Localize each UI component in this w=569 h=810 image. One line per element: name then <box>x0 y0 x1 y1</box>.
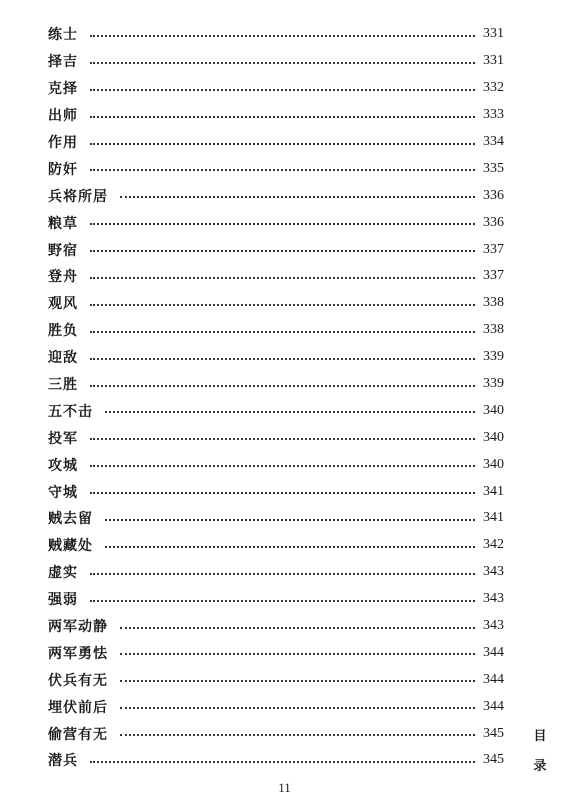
toc-entry-title: 出师 <box>48 108 78 125</box>
toc-entry-title: 迎敌 <box>48 350 78 367</box>
toc-entry-title: 贼去留 <box>48 511 93 528</box>
toc-dot-leader <box>90 304 475 306</box>
toc-dot-leader <box>90 492 475 494</box>
toc-entry-page: 335 <box>483 160 504 176</box>
toc-entry-page: 340 <box>483 402 504 418</box>
toc-entry[interactable] <box>48 48 504 75</box>
toc-entry-title: 偷营有无 <box>48 726 108 743</box>
toc-entry[interactable] <box>48 371 504 398</box>
toc-entry-title: 防奸 <box>48 161 78 178</box>
side-label-char: 目 <box>533 729 547 744</box>
toc-entry-title: 野宿 <box>48 242 78 259</box>
toc-dot-leader <box>120 627 475 629</box>
toc-dot-leader <box>90 62 475 64</box>
toc-dot-leader <box>105 546 475 548</box>
toc-dot-leader <box>105 519 475 521</box>
toc-entry[interactable] <box>48 236 504 263</box>
toc-entry[interactable] <box>48 129 504 156</box>
toc-entry[interactable] <box>48 666 504 693</box>
toc-entry-title: 胜负 <box>48 323 78 340</box>
toc-dot-leader <box>90 223 475 225</box>
toc-entry-page: 336 <box>483 187 504 203</box>
toc-entry[interactable] <box>48 693 504 720</box>
toc-entry[interactable] <box>48 317 504 344</box>
toc-entry-page: 342 <box>483 537 504 553</box>
toc-entry[interactable] <box>48 209 504 236</box>
toc-entry-page: 344 <box>483 644 504 660</box>
toc-entry[interactable] <box>48 747 504 774</box>
table-of-contents <box>48 21 504 774</box>
toc-dot-leader <box>90 761 475 763</box>
toc-dot-leader <box>90 143 475 145</box>
toc-dot-leader <box>90 116 475 118</box>
toc-entry-title: 粮草 <box>48 215 78 232</box>
toc-entry-page: 333 <box>483 107 504 123</box>
toc-entry[interactable] <box>48 263 504 290</box>
toc-dot-leader <box>90 358 475 360</box>
toc-dot-leader <box>120 734 475 736</box>
toc-entry-page: 338 <box>483 295 504 311</box>
toc-entry[interactable] <box>48 21 504 48</box>
toc-dot-leader <box>90 438 475 440</box>
toc-entry-title: 攻城 <box>48 457 78 474</box>
toc-entry[interactable] <box>48 505 504 532</box>
toc-entry-title: 埋伏前后 <box>48 699 108 716</box>
toc-entry[interactable] <box>48 102 504 129</box>
toc-entry-title: 五不击 <box>48 403 93 420</box>
toc-entry-page: 334 <box>483 134 504 149</box>
toc-entry[interactable] <box>48 182 504 209</box>
toc-entry-page: 336 <box>483 214 504 230</box>
toc-dot-leader <box>90 331 475 333</box>
toc-entry-page: 345 <box>483 752 504 768</box>
toc-entry-title: 择吉 <box>48 54 78 71</box>
toc-entry-page: 341 <box>483 483 504 499</box>
toc-entry-title: 虚实 <box>48 565 78 582</box>
toc-dot-leader <box>120 707 475 709</box>
toc-dot-leader <box>90 89 475 91</box>
toc-entry-title: 作用 <box>48 135 78 151</box>
toc-entry[interactable] <box>48 75 504 102</box>
toc-entry-title: 贼藏处 <box>48 538 93 555</box>
toc-entry[interactable] <box>48 290 504 317</box>
toc-entry[interactable] <box>48 478 504 505</box>
toc-entry-page: 337 <box>483 268 504 284</box>
toc-dot-leader <box>90 277 475 279</box>
toc-entry-page: 332 <box>483 80 504 96</box>
toc-entry-page: 340 <box>483 456 504 472</box>
toc-dot-leader <box>90 250 475 252</box>
toc-entry-title: 强弱 <box>48 592 78 609</box>
toc-entry-page: 340 <box>483 429 504 445</box>
side-label-char: 录 <box>533 759 547 774</box>
toc-entry-title: 兵将所居 <box>48 188 108 205</box>
toc-entry-page: 344 <box>483 698 504 714</box>
toc-dot-leader <box>120 196 475 198</box>
toc-dot-leader <box>120 680 475 682</box>
toc-entry-title: 练士 <box>48 27 78 44</box>
toc-entry[interactable] <box>48 155 504 182</box>
toc-dot-leader <box>90 600 475 602</box>
toc-dot-leader <box>90 573 475 575</box>
toc-entry-page: 331 <box>483 26 504 42</box>
toc-entry-page: 345 <box>483 725 504 741</box>
toc-entry-page: 339 <box>483 349 504 365</box>
toc-entry-title: 两军勇怯 <box>48 645 108 662</box>
toc-entry-title: 两军动静 <box>48 619 108 636</box>
toc-entry[interactable] <box>48 639 504 666</box>
toc-dot-leader <box>105 411 475 413</box>
toc-entry[interactable] <box>48 720 504 747</box>
toc-dot-leader <box>90 169 475 171</box>
toc-entry[interactable] <box>48 532 504 559</box>
toc-entry[interactable] <box>48 451 504 478</box>
toc-entry-title: 克择 <box>48 81 78 98</box>
toc-entry-page: 338 <box>483 322 504 338</box>
toc-entry-page: 339 <box>483 376 504 392</box>
toc-entry[interactable] <box>48 424 504 451</box>
toc-entry-title: 潜兵 <box>48 753 78 770</box>
toc-entry-title: 三胜 <box>48 377 78 394</box>
toc-entry-title: 投军 <box>48 430 78 447</box>
toc-entry-page: 343 <box>483 591 504 607</box>
toc-entry-page: 344 <box>483 671 504 687</box>
toc-entry-title: 登舟 <box>48 269 78 286</box>
toc-entry-page: 337 <box>483 241 504 257</box>
toc-entry-page: 343 <box>483 618 504 634</box>
toc-entry[interactable] <box>48 559 504 586</box>
toc-dot-leader <box>90 465 475 467</box>
toc-entry-page: 343 <box>483 564 504 580</box>
toc-entry[interactable] <box>48 586 504 613</box>
toc-entry-page: 341 <box>483 510 504 526</box>
toc-entry[interactable] <box>48 344 504 371</box>
toc-dot-leader <box>120 653 475 655</box>
toc-entry-title: 守城 <box>48 484 78 501</box>
side-section-label <box>530 722 550 782</box>
toc-entry[interactable] <box>48 397 504 424</box>
toc-entry[interactable] <box>48 613 504 640</box>
toc-entry-page: 331 <box>483 53 504 69</box>
toc-entry-title: 伏兵有无 <box>48 672 108 689</box>
toc-entry-title: 观风 <box>48 296 78 313</box>
toc-dot-leader <box>90 385 475 387</box>
toc-dot-leader <box>90 35 475 37</box>
page-number: 11 <box>278 780 291 795</box>
